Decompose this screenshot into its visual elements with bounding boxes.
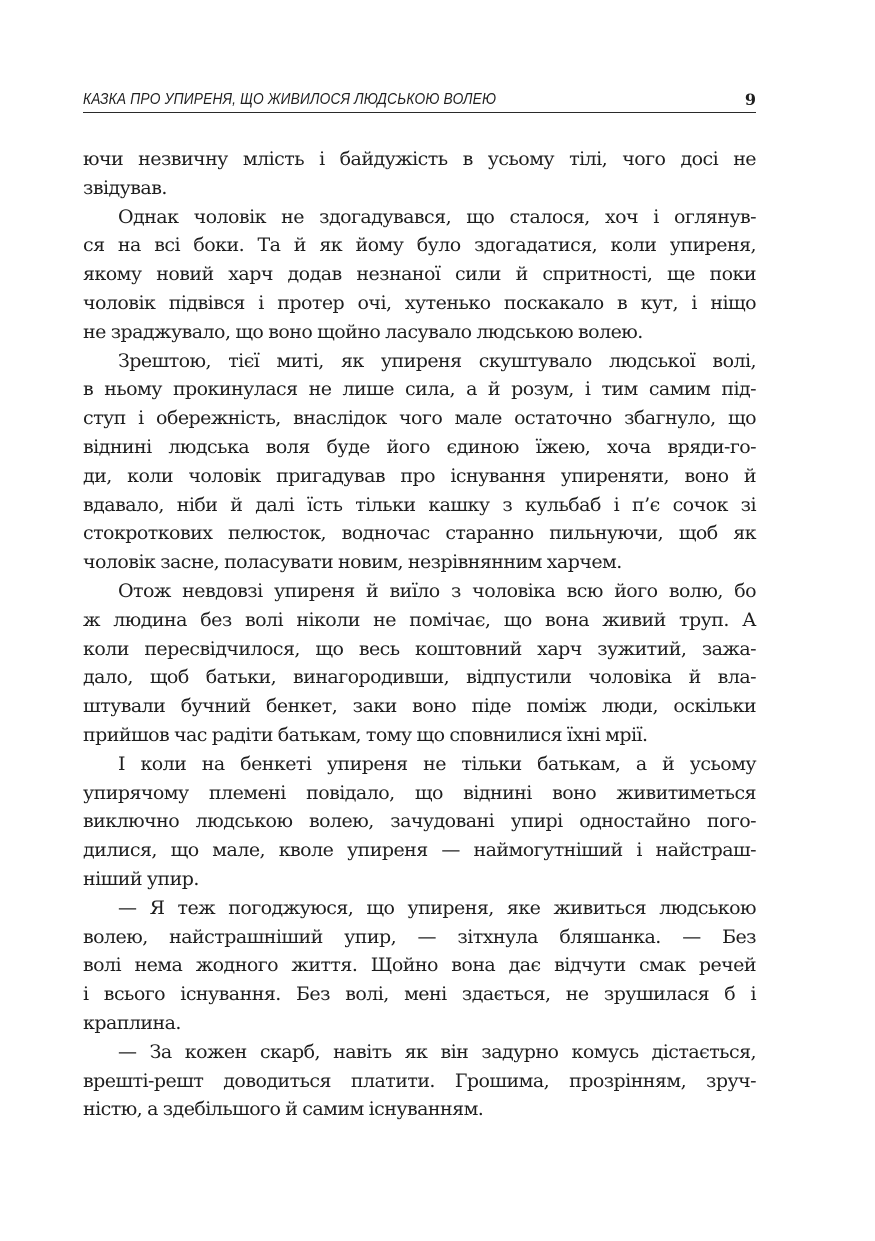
text-line: Однак чоловік не здогадувався, що сталося, хоч і оглянув- — [118, 205, 756, 228]
text-line: — За кожен скарб, навіть як він задурно комусь дістається, — [118, 1040, 756, 1063]
text-line: ся на всі боки. Та й як йому було здогадатися, коли упиреня, — [83, 234, 756, 257]
text-line: врешті-решт доводиться платити. Грошима, прозрінням, зруч- — [83, 1069, 756, 1092]
text-line: ніший упир. — [83, 867, 199, 890]
text-line: упирячому племені повідало, що віднині воно живитиметься — [83, 781, 756, 804]
paragraph-4 — [83, 577, 756, 750]
text-line: ючи незвичну млість і байдужість в усьому тілі, чого досі не — [83, 148, 756, 170]
text-line: прийшов час радіти батькам, тому що сповнилися їхні мрії. — [83, 723, 648, 746]
text-line: ди, коли чоловік пригадував про існування упиреняти, воно й — [83, 464, 756, 487]
text-line: виключно людською волею, зачудовані упирі одностайно пого- — [83, 810, 756, 833]
text-line: звідував. — [83, 176, 167, 199]
text-line: штували бучний бенкет, заки воно піде поміж люди, оскільки — [83, 695, 756, 718]
text-line: І коли на бенкеті упиреня не тільки батькам, а й усьому — [118, 752, 756, 775]
page-number: 9 — [744, 90, 756, 109]
text-line: ністю, а здебільшого й самим існуванням. — [83, 1098, 484, 1121]
text-line: вдавало, ніби й далі їсть тільки кашку з кульбаб і п’є сочок зі — [83, 493, 756, 516]
running-head — [83, 88, 756, 113]
text-line: дало, щоб батьки, винагородивши, відпустили чоловіка й вла- — [83, 666, 756, 689]
text-line: дилися, що мале, кволе упиреня — наймогутніший і найстраш- — [83, 839, 756, 862]
text-line: віднині людська воля буде його єдиною їжею, хоча вряди-го- — [83, 435, 756, 458]
paragraph-7 — [83, 1038, 756, 1124]
body-text — [83, 145, 756, 1124]
text-line: не зраджувало, що воно щойно ласувало людською волею. — [83, 320, 643, 343]
paragraph-2 — [83, 203, 756, 347]
text-line: Зрештою, тієї миті, як упиреня скуштувало людської волі, — [118, 349, 756, 372]
paragraph-5 — [83, 750, 756, 894]
paragraph-6 — [83, 894, 756, 1038]
paragraph-1 — [83, 145, 756, 203]
text-line: коли пересвідчилося, що весь коштовний харч зужитий, зажа- — [83, 637, 756, 660]
text-line: Отож невдовзі упиреня й виїло з чоловіка всю його волю, бо — [118, 579, 756, 602]
text-line: краплина. — [83, 1011, 181, 1034]
text-line: волею, найстрашніший упир, — зітхнула бляшанка. — Без — [83, 925, 756, 948]
text-line: ж людина без волі ніколи не помічає, що вона живий труп. А — [83, 608, 756, 631]
text-line: якому новий харч додав незнаної сили й спритності, ще поки — [83, 263, 756, 286]
text-line: в ньому прокинулася не лише сила, а й розум, і тим самим під- — [83, 378, 756, 401]
text-line: і всього існування. Без волі, мені здається, не зрушилася б і — [83, 983, 756, 1006]
text-line: волі нема жодного життя. Щойно вона дає відчути смак речей — [83, 954, 756, 977]
text-line: стокроткових пелюсток, водночас старанно пильнуючи, щоб як — [83, 522, 756, 545]
text-line: ступ і обережність, внаслідок чого мале остаточно збагнуло, що — [83, 407, 756, 430]
text-line: чоловік засне, поласувати новим, незрівнянним харчем. — [83, 551, 622, 574]
book-page — [83, 0, 756, 1241]
paragraph-3 — [83, 347, 756, 577]
text-line: чоловік підвівся і протер очі, хутенько поскакало в кут, і ніщо — [83, 291, 756, 314]
running-title: КАЗКА ПРО УПИРЕНЯ, ЩО ЖИВИЛОСЯ ЛЮДСЬКОЮ ВОЛЕЮ — [83, 91, 497, 108]
text-line: — Я теж погоджуюся, що упиреня, яке живиться людською — [118, 896, 756, 919]
